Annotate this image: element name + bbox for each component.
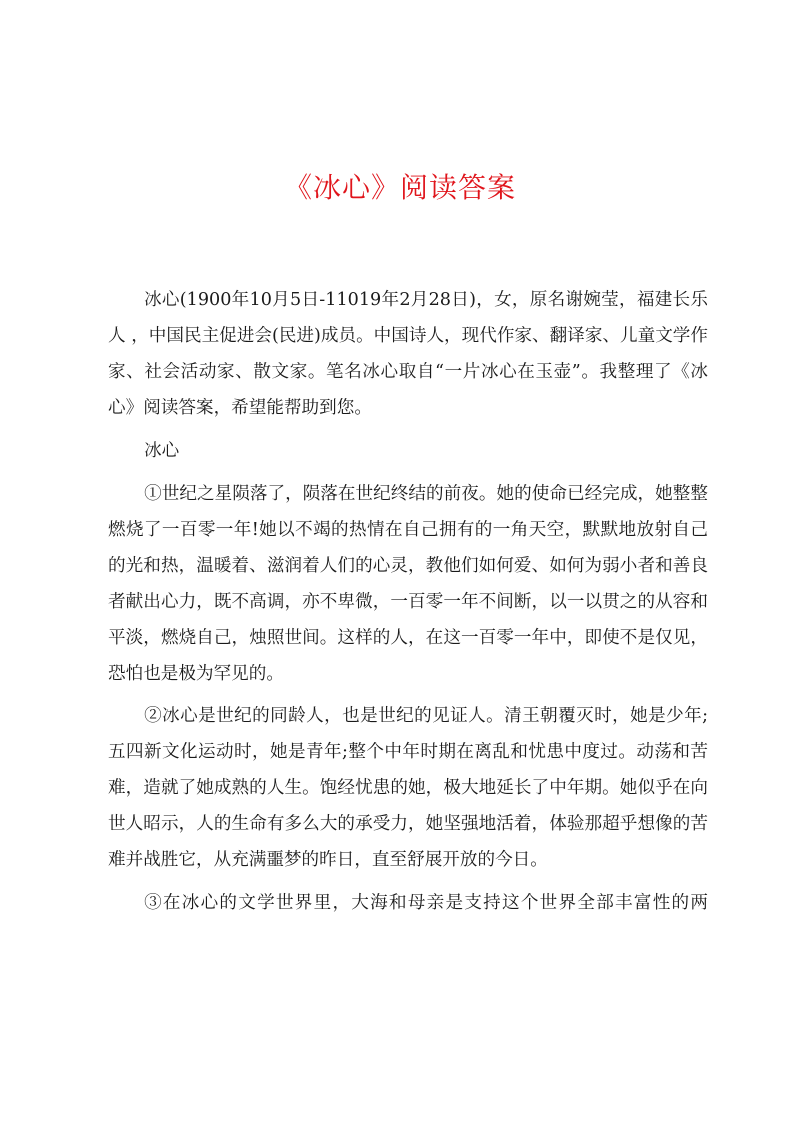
page-title: 《冰心》阅读答案	[283, 171, 516, 204]
intro-paragraph: 冰心(1900年10月5日-11019年2月28日)，女，原名谢婉莹，福建长乐人 ，中国民主促进会(民进)成员。中国诗人，现代作家、翻译家、儿童文学作家、社会活动家、散文家。笔名冰心取自“一片冰心在玉壶”。我整理了《冰心》阅读答案，希望能帮助到您。	[108, 290, 708, 418]
article-body	[108, 282, 708, 928]
paragraph-1: ①世纪之星陨落了，陨落在世纪终结的前夜。她的使命已经完成，她整整燃烧了一百零一年!她以不竭的热情在自己拥有的一角天空，默默地放射自己的光和热，温暖着、滋润着人们的心灵，教他们如何爱、如何为弱小者和善良者献出心力，既不高调，亦不卑微，一百零一年不间断，以一以贯之的从容和平淡，燃烧自己，烛照世间。这样的人，在这一百零一年中，即使不是仅见，恐怕也是极为罕见的。	[108, 483, 708, 684]
paragraph-3: ③在冰心的文学世界里，大海和母亲是支持这个世界全部丰富性的两	[144, 893, 708, 914]
paragraph-2: ②冰心是世纪的同龄人，也是世纪的见证人。清王朝覆灭时，她是少年;五四新文化运动时，她是青年;整个中年时期在离乱和忧患中度过。动荡和苦难，造就了她成熟的人生。饱经忧患的她，极大地延长了中年期。她似乎在向世人昭示，人的生命有多么大的承受力，她坚强地活着，体验那超乎想像的苦难并战胜它，从充满噩梦的昨日，直至舒展开放的今日。	[108, 706, 708, 871]
section-heading: 冰心	[144, 440, 180, 461]
